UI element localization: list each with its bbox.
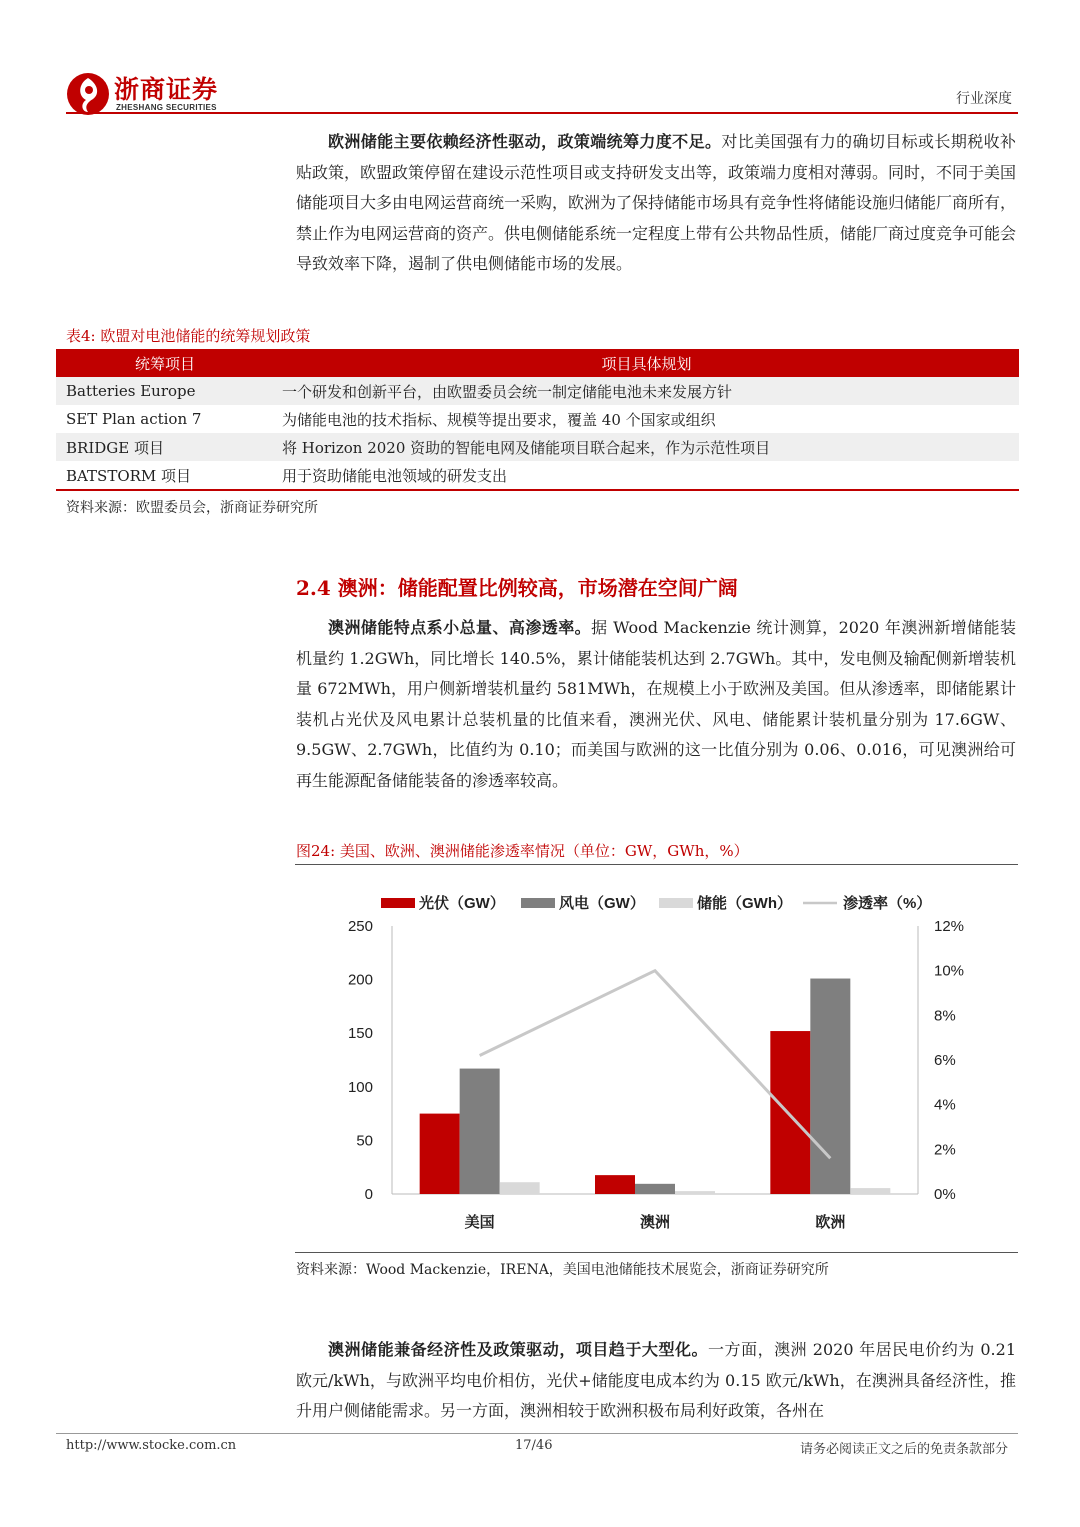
chart-legend	[381, 894, 931, 912]
bar	[850, 1188, 890, 1194]
footer-disclaimer: 请务必阅读正文之后的免责条款部分	[799, 1442, 1008, 1457]
bar	[810, 979, 850, 1194]
y2-tick-label: 8%	[934, 1007, 956, 1025]
legend-label: 储能（GWh）	[697, 895, 792, 912]
y2-tick-label: 6%	[934, 1052, 956, 1069]
bar	[635, 1184, 675, 1194]
legend-label: 风电（GW）	[559, 895, 645, 912]
table-cell: 一个研发和创新平台，由欧盟委员会统一制定储能电池未来发展方针	[274, 377, 1019, 405]
footer-divider	[56, 1433, 1018, 1434]
table-row	[56, 377, 1019, 405]
table-row	[56, 461, 1019, 490]
y-tick-label: 250	[347, 918, 373, 935]
page-number: 17/46	[515, 1438, 553, 1453]
logo-icon	[66, 72, 110, 116]
table-header-cell: 项目具体规划	[274, 349, 1019, 377]
x-tick-label: 欧洲	[815, 1214, 846, 1231]
table-cell: BRIDGE 项目	[56, 433, 274, 461]
y2-tick-label: 2%	[934, 1141, 956, 1159]
table-cell: 为储能电池的技术指标、规模等提出要求，覆盖 40 个国家或组织	[282, 410, 716, 429]
bar	[770, 1031, 810, 1194]
paragraph-australia-drivers	[296, 1335, 1016, 1427]
paragraph-lead: 欧洲储能主要依赖经济性驱动，政策端统筹力度不足。	[328, 132, 722, 151]
table-header-cell: 统筹项目	[56, 349, 274, 377]
y-tick-label: 100	[347, 1078, 373, 1096]
bar	[420, 1114, 460, 1194]
paragraph-lead: 澳洲储能特点系小总量、高渗透率。	[328, 618, 592, 637]
paragraph-body: 据 Wood Mackenzie 统计测算，2020 年澳洲新增储能装机量约 1.2GWh，同比增长 140.5%，累计储能装机达到 2.7GWh。其中，发电侧及输配侧新增装机量 672MWh，用户侧新增装机量约 581MWh，在规模上小于欧洲及美国。但从渗透率，即储能累计装机占光伏及风电累计总装机量的比值来看，澳洲光伏、风电、储能累计装机量分别为 17.6GW、9.5GW、2.7GWh，比值约为 0.10；而美国与欧洲的这一比值分别为 0.06、0.016，可见澳洲给可再生能源配备储能装备的渗透率较高。	[296, 618, 1016, 790]
y-tick-label: 0	[364, 1186, 373, 1203]
table-row	[56, 433, 1019, 461]
header-divider	[66, 112, 1018, 114]
paragraph-lead: 澳洲储能兼备经济性及政策驱动，项目趋于大型化。	[328, 1340, 709, 1359]
report-type-tag: 行业深度	[956, 91, 1012, 107]
penetration-chart	[295, 866, 1018, 1252]
y2-tick-label: 10%	[934, 962, 965, 980]
figure-top-rule	[295, 864, 1018, 865]
legend-label: 光伏（GW）	[419, 895, 505, 912]
policy-table	[56, 349, 1019, 491]
logo-text: 浙商证券	[114, 75, 219, 104]
bar	[595, 1175, 635, 1194]
bar	[675, 1191, 715, 1194]
bar	[500, 1182, 540, 1194]
paragraph-australia-overview	[296, 613, 1016, 796]
section-heading: 2.4 澳洲：储能配置比例较高，市场潜在空间广阔	[296, 576, 738, 600]
y2-tick-label: 4%	[934, 1096, 956, 1114]
paragraph-body: 一方面，澳洲 2020 年居民电价约为 0.21 欧元/kWh，与欧洲平均电价相仿，光伏+储能度电成本约为 0.15 欧元/kWh，在澳洲具备经济性，推升用户侧储能需求。另一方面，澳洲相较于欧洲积极布局利好政策，各州在	[296, 1340, 1016, 1420]
table-cell: 用于资助储能电池领域的研发支出	[274, 461, 1019, 490]
table-cell: SET Plan action 7	[66, 410, 202, 428]
legend-swatch	[521, 898, 555, 908]
x-tick-label: 美国	[464, 1214, 495, 1231]
legend-swatch	[381, 898, 415, 908]
table-row	[56, 405, 1019, 433]
table-title: 表4: 欧盟对电池储能的统筹规划政策	[66, 327, 311, 345]
legend-swatch	[659, 898, 693, 908]
table-cell: Batteries Europe	[56, 377, 274, 405]
figure-title: 图24: 美国、欧洲、澳洲储能渗透率情况（单位：GW，GWh，%）	[296, 842, 749, 860]
y-tick-label: 150	[347, 1025, 373, 1043]
figure-source: 资料来源：Wood Mackenzie，IRENA，美国电池储能技术展览会，浙商证券研究所	[296, 1262, 829, 1278]
table-cell: 将 Horizon 2020 资助的智能电网及储能项目联合起来，作为示范性项目	[274, 433, 1019, 461]
logo-subtext: ZHESHANG SECURITIES	[116, 103, 217, 112]
table-header-row	[56, 349, 1019, 377]
table-source: 资料来源：欧盟委员会，浙商证券研究所	[66, 500, 318, 516]
figure-bottom-rule	[295, 1252, 1018, 1253]
x-tick-label: 澳洲	[639, 1214, 671, 1231]
legend-label: 渗透率（%）	[843, 895, 932, 912]
paragraph-europe-policy	[296, 127, 1016, 280]
y-tick-label: 200	[347, 971, 373, 989]
table-cell: BATSTORM 项目	[56, 461, 274, 490]
y2-tick-label: 12%	[934, 918, 965, 935]
footer-url-link[interactable]: http://www.stocke.com.cn	[66, 1438, 237, 1453]
bar	[460, 1069, 500, 1194]
y2-tick-label: 0%	[934, 1186, 956, 1203]
y-tick-label: 50	[356, 1132, 373, 1150]
paragraph-body: 对比美国强有力的确切目标或长期税收补贴政策，欧盟政策停留在建设示范性项目或支持研发支出等，政策端力度相对薄弱。同时，不同于美国储能项目大多由电网运营商统一采购，欧洲为了保持储能市场具有竞争性将储能设施归储能厂商所有，禁止作为电网运营商的资产。供电侧储能系统一定程度上带有公共物品性质，储能厂商过度竞争可能会导致效率下降，遏制了供电侧储能市场的发展。	[296, 132, 1017, 273]
